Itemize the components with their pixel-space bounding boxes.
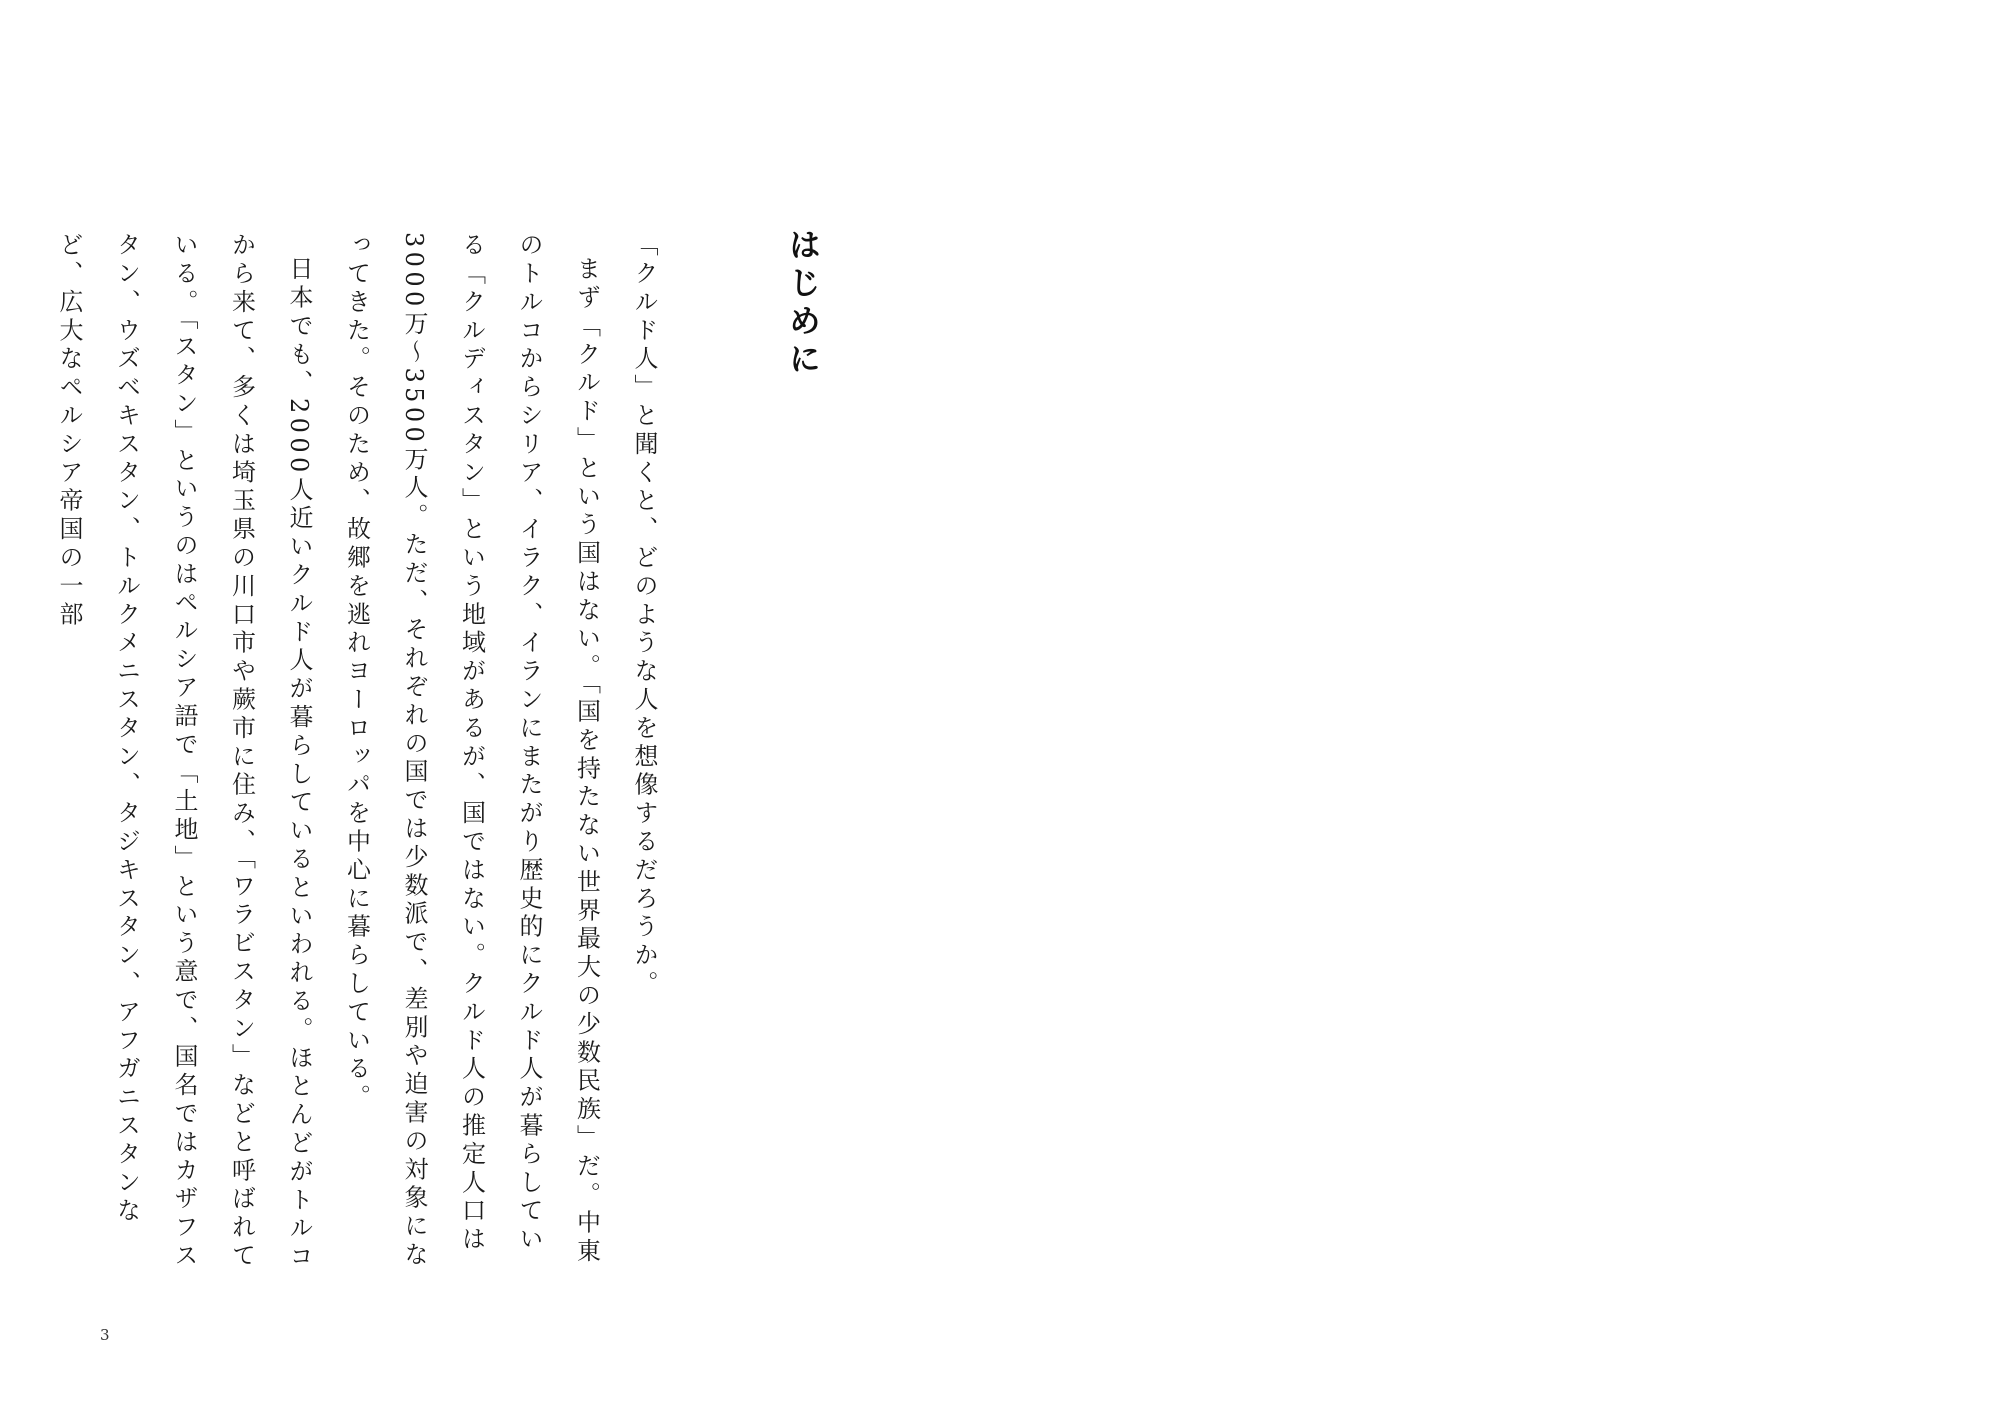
- body-text: [55, 232, 672, 1282]
- page-number: 3: [100, 1326, 110, 1344]
- paragraph-1: 「クルド人」と聞くと、どのような人を想像するだろうか。: [630, 232, 658, 999]
- chapter-heading: はじめに: [784, 228, 822, 380]
- paragraph-2: まず「クルド」という国はない。「国を持たない世界最大の少数民族」だ。中東のトルコからシリア、イラク、イランにまたがり歴史的にクルド人が暮らしている「クルディスタン」という地域があるが、国ではない。クルド人の推定人口は3000万～3500万人。ただ、それぞれの国では少数派で、差別や迫害の対象になってきた。そのため、故郷を逃れヨーロッパを中心に暮らしている。: [342, 232, 601, 1270]
- paragraph-3: 日本でも、2000人近いクルド人が暮らしているといわれる。ほとんどがトルコから来て、多くは埼玉県の川口市や蕨市に住み、「ワラビスタン」などと呼ばれている。「スタン」というのはペルシア語で「土地」という意で、国名ではカザフスタン、ウズベキスタン、トルクメニスタン、タジキスタン、アフガニスタンなど、広大なペルシア帝国の一部: [55, 232, 313, 1272]
